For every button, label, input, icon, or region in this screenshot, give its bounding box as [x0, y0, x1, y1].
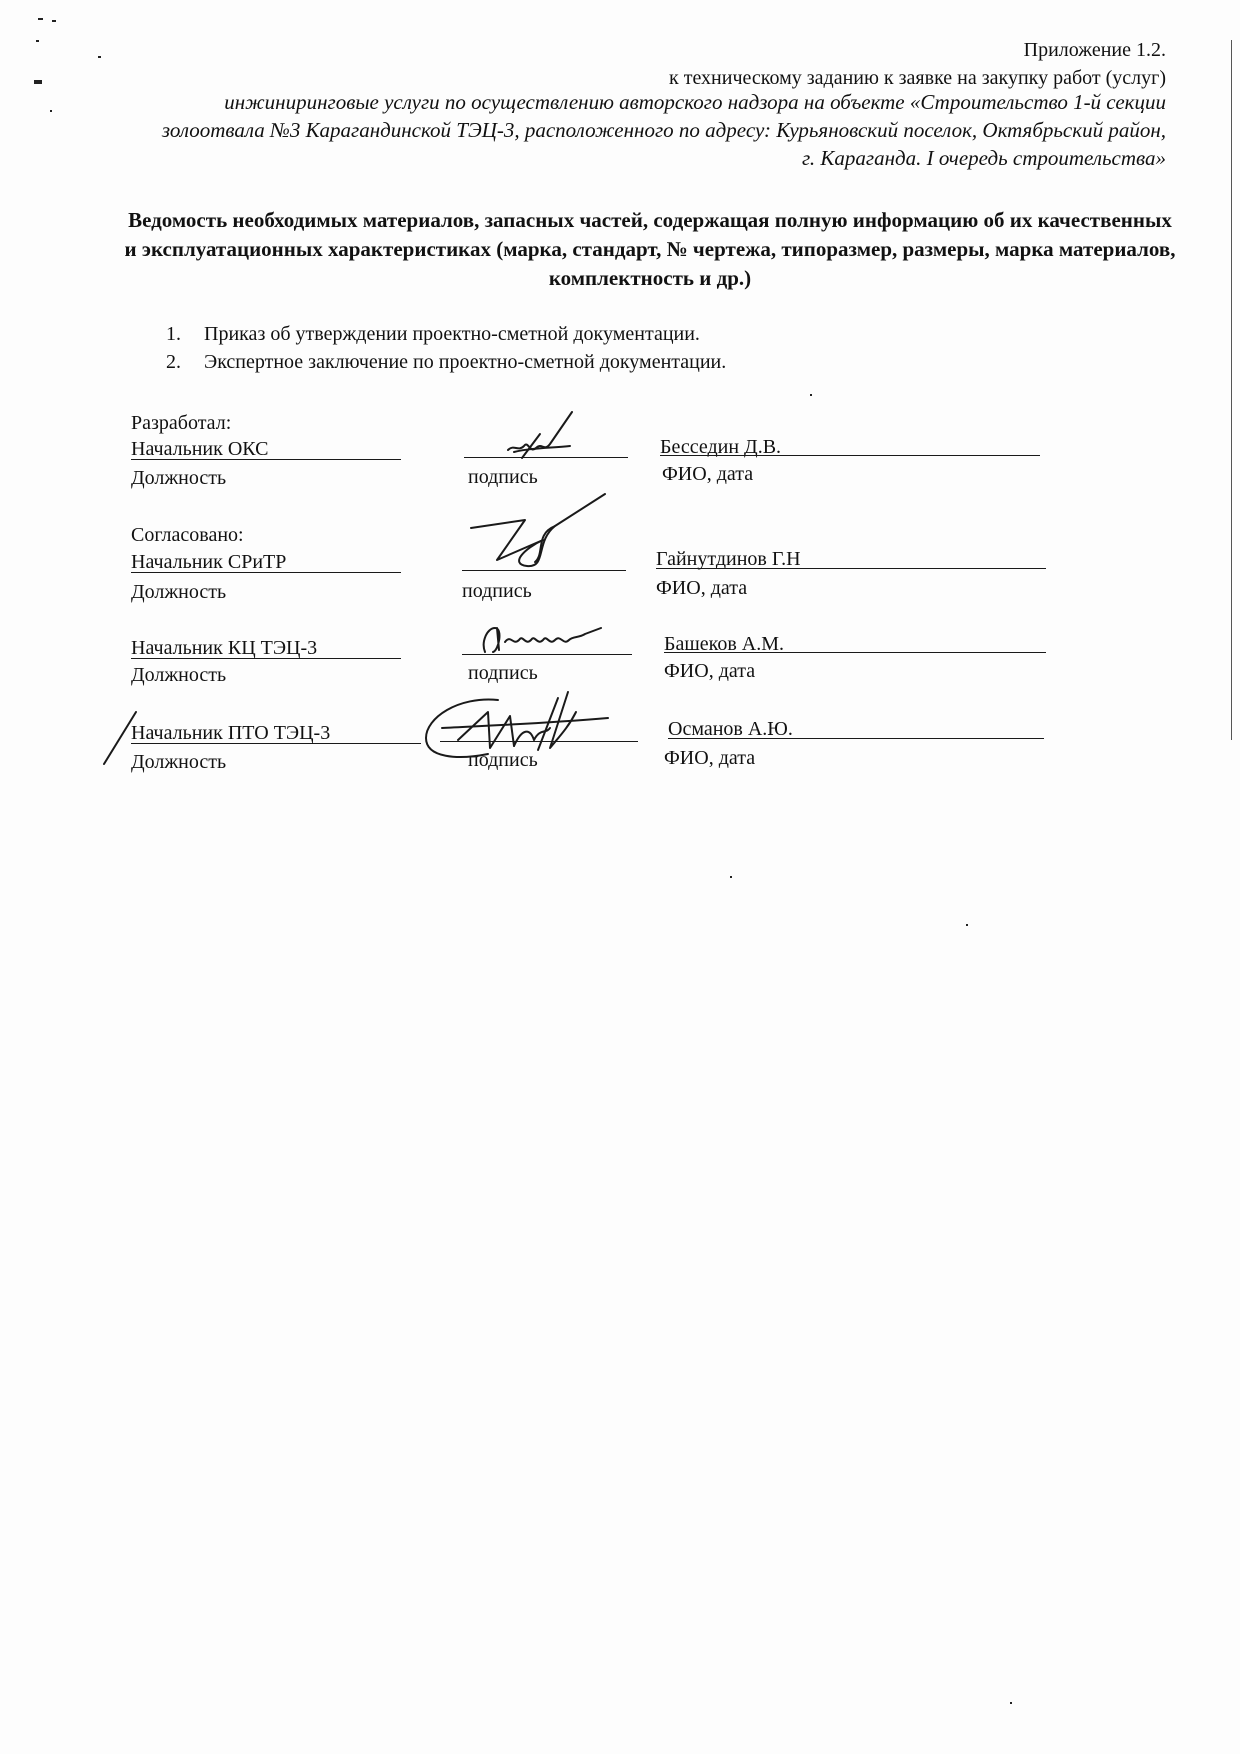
- scan-speck: [810, 394, 812, 396]
- position-line: [131, 658, 401, 659]
- scan-edge-line: [1231, 40, 1232, 740]
- list-item-number: 2.: [166, 351, 181, 373]
- position-caption: Должность: [131, 581, 227, 603]
- name-text: Османов А.Ю.: [668, 718, 793, 740]
- scan-speck: [38, 18, 43, 20]
- name-caption: ФИО, дата: [664, 747, 756, 769]
- pen-mark: [100, 708, 140, 768]
- scan-speck: [966, 924, 968, 926]
- list-item-text: Приказ об утверждении проектно-сметной документации.: [204, 323, 700, 345]
- list-item-number: 1.: [166, 323, 181, 345]
- list-item: [166, 348, 726, 376]
- signature-caption: подпись: [468, 662, 538, 684]
- position-text: Начальник КЦ ТЭЦ-3: [131, 637, 318, 659]
- name-line: [668, 738, 1044, 739]
- name-text: Бесседин Д.В.: [660, 436, 782, 458]
- name-caption: ФИО, дата: [656, 577, 748, 599]
- position-text: Начальник СРиТР: [131, 551, 287, 573]
- appendix-reference: к техническому заданию к заявке на закупку работ (услуг): [668, 67, 1166, 89]
- scan-speck: [1010, 1702, 1012, 1704]
- signature-caption: подпись: [462, 580, 532, 602]
- position-text: Начальник ПТО ТЭЦ-3: [131, 722, 331, 744]
- name-caption: ФИО, дата: [664, 660, 756, 682]
- name-text: Башеков А.М.: [664, 633, 785, 655]
- signature-caption: подпись: [468, 466, 538, 488]
- approved-label: Согласовано:: [131, 524, 244, 546]
- position-caption: Должность: [131, 751, 227, 773]
- attachments-list: [166, 320, 726, 376]
- name-caption: ФИО, дата: [662, 463, 754, 485]
- position-line: [131, 743, 421, 744]
- document-title: Ведомость необходимых материалов, запасных частей, содержащая полную информацию об их качественных и эксплуатационных характеристиках (марка, стандарт, № чертежа, типоразмер, размеры, марка материалов, комплектность и др.): [124, 208, 1176, 290]
- name-line: [656, 568, 1046, 569]
- list-item: [166, 320, 726, 348]
- name-text: Гайнутдинов Г.Н: [656, 548, 801, 570]
- scan-speck: [34, 80, 42, 84]
- developed-label: Разработал:: [131, 412, 232, 434]
- position-line: [131, 572, 401, 573]
- position-caption: Должность: [131, 467, 227, 489]
- scan-speck: [730, 876, 732, 878]
- handwritten-signature: [465, 490, 615, 580]
- name-line: [660, 455, 1040, 456]
- scan-speck: [98, 56, 101, 58]
- handwritten-signature: [418, 688, 618, 768]
- position-caption: Должность: [131, 664, 227, 686]
- scan-speck: [50, 110, 52, 112]
- list-item-text: Экспертное заключение по проектно-сметной документации.: [204, 351, 727, 373]
- handwritten-signature: [500, 408, 590, 478]
- handwritten-signature: [475, 620, 615, 660]
- scan-speck: [36, 40, 39, 42]
- name-line: [664, 652, 1046, 653]
- appendix-number: Приложение 1.2.: [1023, 39, 1166, 61]
- signature-caption: подпись: [468, 749, 538, 771]
- scan-speck: [52, 20, 56, 22]
- position-text: Начальник ОКС: [131, 438, 269, 460]
- project-description: инжиниринговые услуги по осуществлению авторского надзора на объекте «Строительство 1-й секции золоотвала №3 Карагандинской ТЭЦ-3, расположенного по адресу: Курьяновский поселок, Октябрьский район, г. Караганда. I очередь строительства»: [161, 90, 1166, 170]
- position-line: [131, 459, 401, 460]
